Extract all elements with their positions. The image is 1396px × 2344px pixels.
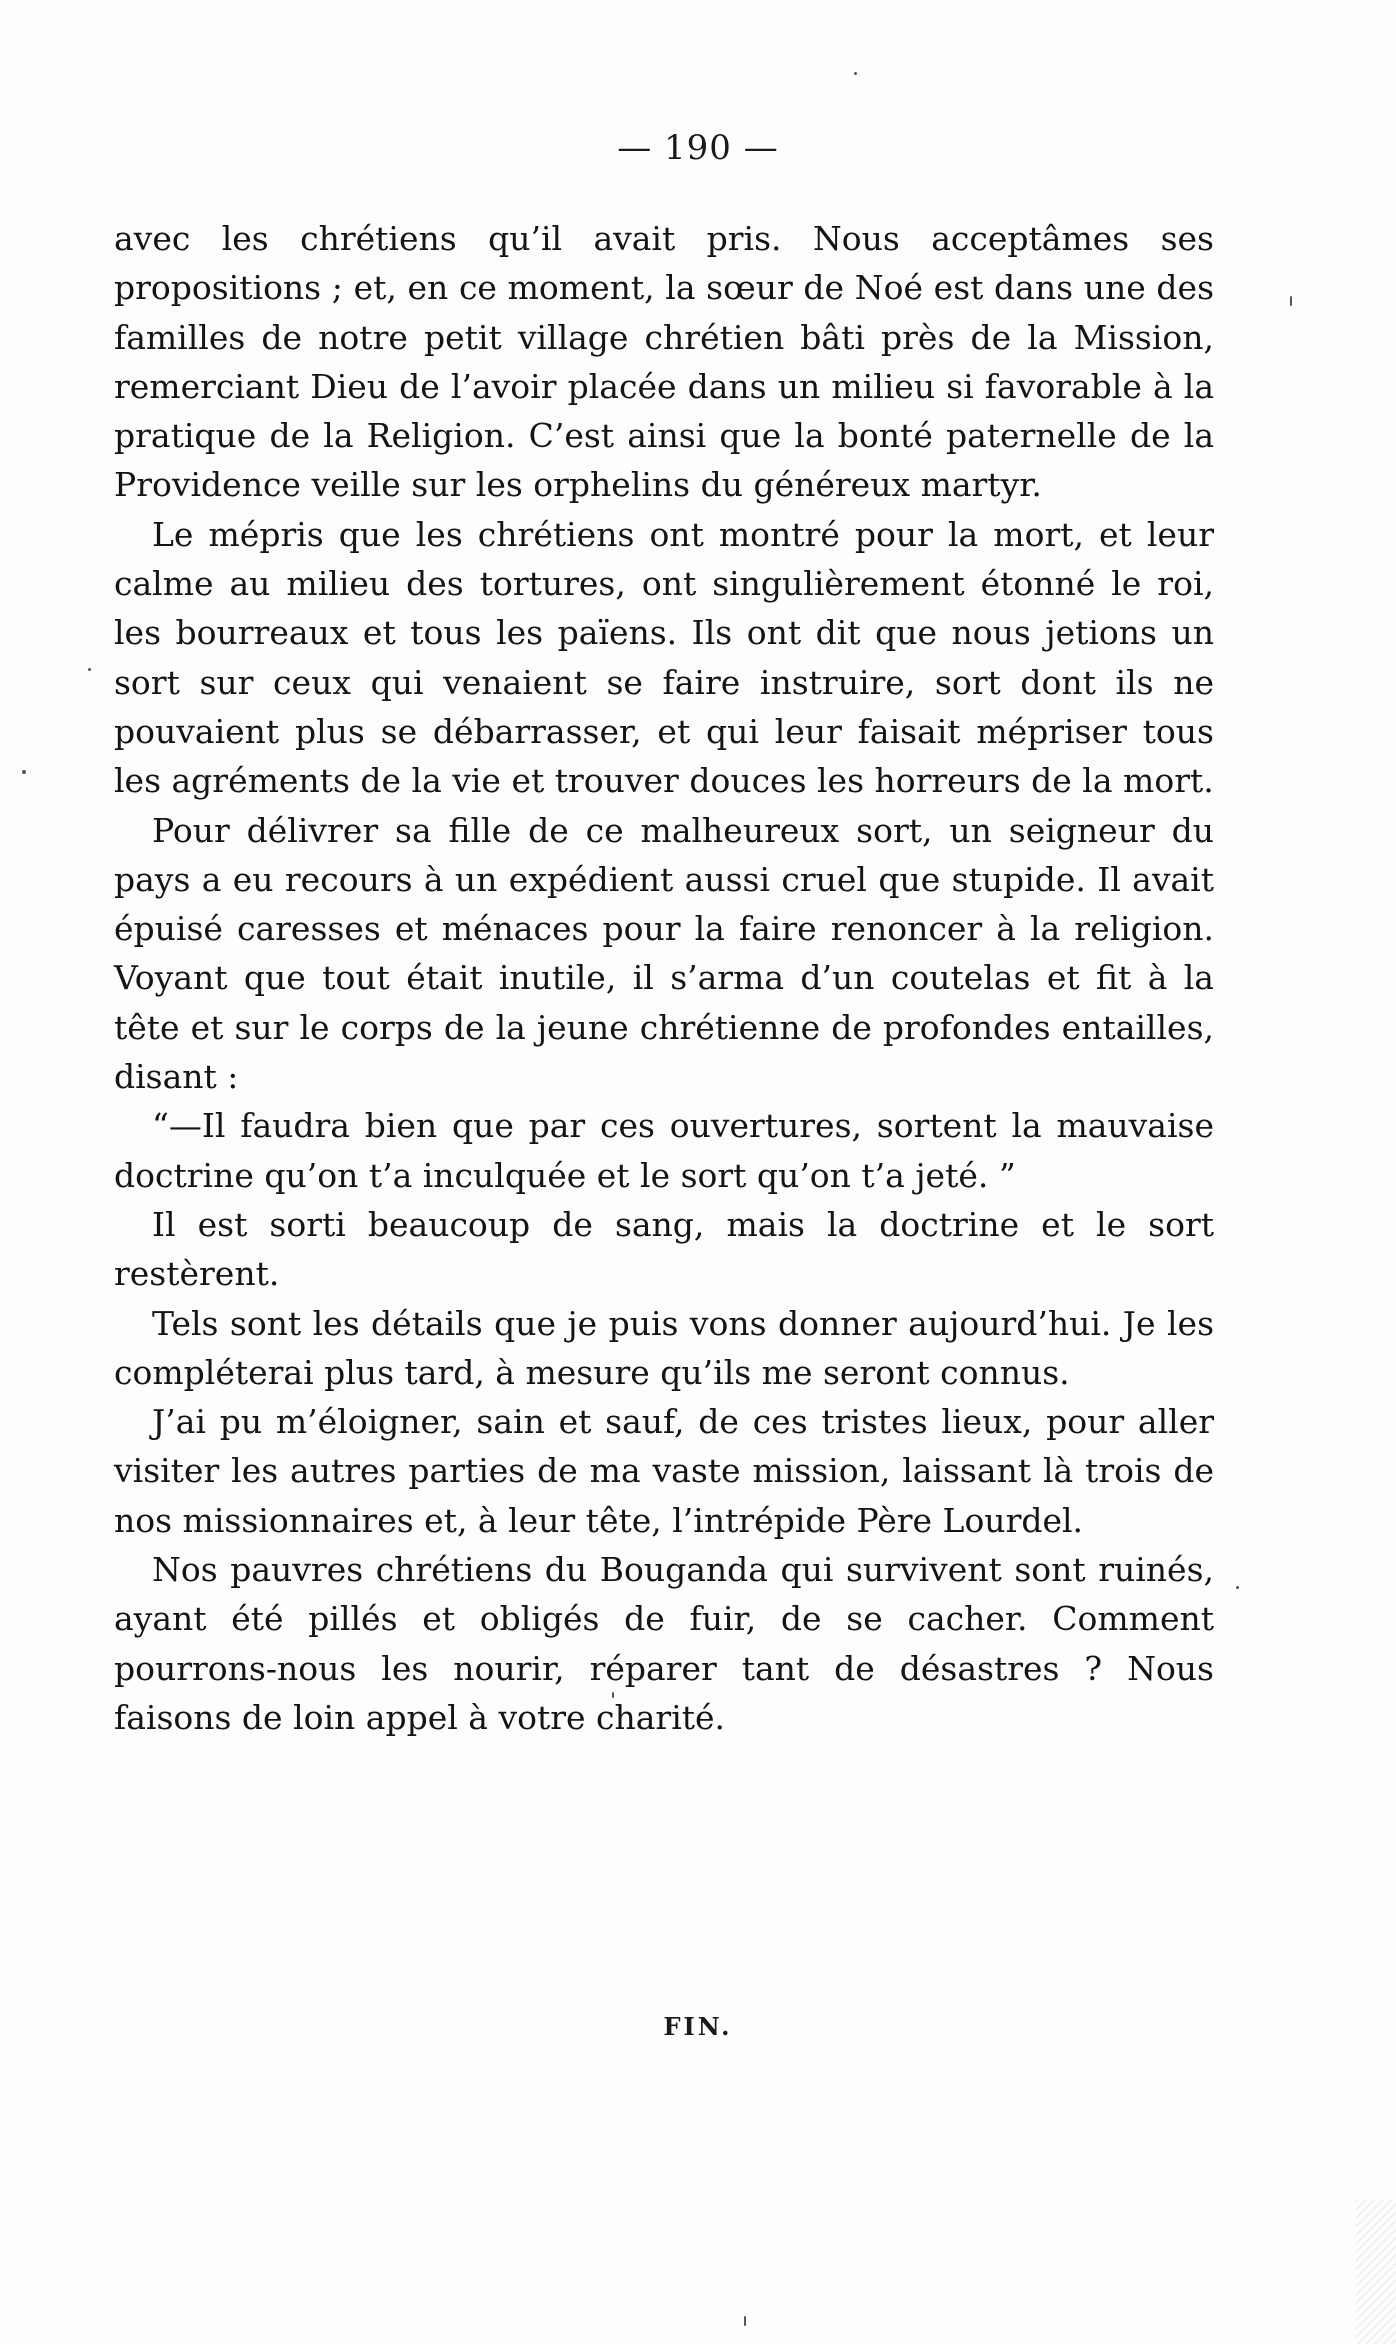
- scan-speck: [88, 668, 91, 671]
- end-marker: FIN.: [663, 2012, 733, 2041]
- quoted-speech: “—Il faudra bien que par ces ouvertures, sortent la mauvaise doctrine qu’on t’a inculquée et le sort qu’on t’a jeté. ”: [114, 1106, 1214, 1195]
- paragraph-continuation: avec les chrétiens qu’il avait pris. Nous acceptâmes ses propositions ; et, en ce moment, la sœur de Noé est dans une des familles de notre petit village chrétien bâti près de la Mission, remerciant Dieu de l’avoir placée dans un milieu si favorable à la pratique de la Religion. C’est ainsi que la bonté paternelle de la Providence veille sur les orphelins du généreux martyr.: [114, 219, 1214, 505]
- page-number: — 190 —: [617, 128, 779, 168]
- paragraph: Tels sont les détails que je puis vons donner aujourd’hui. Je les compléterai plus tard, à mesure qu’ils me seront connus.: [114, 1303, 1214, 1392]
- paragraph: Il est sorti beaucoup de sang, mais la doctrine et le sort restèrent.: [114, 1204, 1214, 1294]
- scan-speck: [612, 1692, 614, 1698]
- scan-speck: [854, 72, 857, 75]
- scan-speck: [744, 2316, 746, 2326]
- paragraph: Le mépris que les chrétiens ont montré pour la mort, et leur calme au milieu des tortures, ont singulièrement étonné le roi, les bourreaux et tous les païens. Ils ont dit que nous jetions un sort sur ceux qui venaient se faire instruire, sort dont ils ne pouvaient plus se débarrasser, et qui leur faisait mépriser tous les agréments de la vie et trouver douces les horreurs de la mort.: [114, 514, 1214, 801]
- scan-speck: [22, 770, 26, 774]
- paragraph: J’ai pu m’éloigner, sain et sauf, de ces tristes lieux, pour aller visiter les autres parties de ma vaste mission, laissant là trois de nos missionnaires et, à leur tête, l’intrépide Père Lourdel.: [114, 1402, 1214, 1540]
- scan-speck: [1290, 296, 1292, 306]
- paragraph: Nos pauvres chrétiens du Bouganda qui survivent sont ruinés, ayant été pillés et obligés de fuir, de se cacher. Comment pourrons-nous les nourir, réparer tant de désastres ? Nous faisons de loin appel à votre charité.: [114, 1550, 1214, 1737]
- paragraph: Pour délivrer sa fille de ce malheureux sort, un seigneur du pays a eu recours à un expédient aussi cruel que stupide. Il avait épuisé caresses et ménaces pour la faire renoncer à la religion. Voyant que tout était inutile, il s’arma d’un coutelas et fit à la tête et sur le corps de la jeune chrétienne de profondes entailles, disant :: [114, 810, 1214, 1097]
- scan-speck: [1236, 1586, 1239, 1589]
- scan-edge-noise: [1356, 2200, 1396, 2344]
- body-text: [114, 214, 1214, 1742]
